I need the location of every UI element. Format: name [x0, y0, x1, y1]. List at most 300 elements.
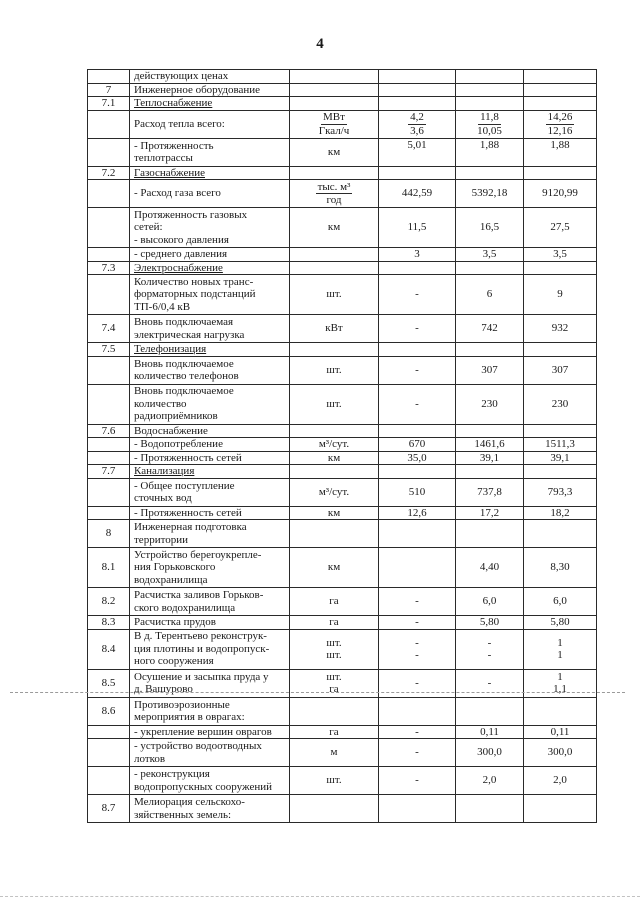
value-first-stage: [456, 697, 524, 725]
row-number: 7.1: [88, 97, 130, 111]
value-first-stage: [456, 261, 524, 275]
value-line: -: [415, 288, 419, 301]
indicator-name-line: лотков: [134, 752, 166, 765]
row-number: [88, 110, 130, 138]
indicator-name-line: Канализация: [134, 465, 195, 477]
value-line: 0,11: [480, 725, 499, 738]
value-line: 1: [557, 670, 563, 683]
value-line: 230: [481, 397, 498, 410]
value-estimated: [524, 138, 597, 166]
table-row: [88, 70, 597, 84]
indicator-name-line: ция плотины и водопропуск-: [134, 642, 270, 655]
value-first-stage: [456, 384, 524, 424]
value-line: -: [415, 322, 419, 335]
indicator-name-line: - Протяженность: [134, 139, 214, 152]
table-row: [88, 520, 597, 548]
indicator-name-line: Противоэрозионные: [134, 698, 230, 711]
value-line: 5,80: [550, 616, 570, 628]
unit-line: шт.: [326, 397, 342, 410]
value-line: 737,8: [477, 485, 502, 498]
unit-cell: [290, 767, 379, 795]
unit-cell: [290, 261, 379, 275]
unit-cell: [290, 438, 379, 452]
indicator-name-line: Телефонизация: [134, 343, 207, 355]
row-number: [88, 208, 130, 248]
row-number: [88, 248, 130, 262]
indicator-name-line: Количество новых транс-: [134, 275, 254, 288]
unit-cell: [290, 520, 379, 548]
indicator-name-line: Электроснабжение: [134, 261, 223, 274]
indicator-name: [130, 343, 290, 357]
indicator-name-line: Устройство берегоукрепле-: [134, 548, 262, 561]
indicator-name-line: Водоснабжение: [134, 424, 208, 437]
value-existing: [379, 166, 456, 180]
value-estimated: [524, 465, 597, 479]
value-existing: [379, 629, 456, 669]
row-number: [88, 70, 130, 84]
value-existing: [379, 739, 456, 767]
indicator-name: [130, 83, 290, 97]
unit-cell: [290, 138, 379, 166]
indicator-name: [130, 70, 290, 84]
value-line: 1461,6: [474, 438, 505, 450]
indicator-name-line: - устройство водоотводных: [134, 740, 262, 752]
value-estimated: [524, 180, 597, 208]
unit-cell: [290, 384, 379, 424]
value-estimated: [524, 356, 597, 384]
indicator-name-line: Вновь подключаемое: [134, 357, 234, 370]
indicator-name-line: ского водохранилища: [134, 601, 236, 614]
indicator-name: [130, 616, 290, 630]
value-existing: [379, 275, 456, 315]
indicator-name-line: территории: [134, 533, 189, 546]
value-line: 230: [551, 397, 569, 410]
table-row: [88, 478, 597, 506]
value-line: 35,0: [407, 451, 427, 464]
value-line: 6,0: [482, 595, 497, 608]
value-estimated: [524, 83, 597, 97]
indicator-name-line: зяйственных земель:: [134, 808, 232, 821]
indicator-name-line: - Общее поступление: [134, 479, 235, 492]
unit-line: км: [327, 145, 341, 158]
value-line: 6,0: [553, 595, 567, 608]
indicator-name: [130, 697, 290, 725]
unit-cell: [290, 465, 379, 479]
value-line: 10,05: [477, 124, 502, 137]
value-estimated: [524, 343, 597, 357]
value-existing: [379, 616, 456, 630]
indicator-name-line: д. Вашурово: [134, 683, 193, 695]
value-line: 0,11: [550, 725, 570, 738]
value-first-stage: [456, 138, 524, 166]
value-line: -: [415, 725, 419, 738]
row-number: 7.6: [88, 424, 130, 438]
unit-line: тыс. м³: [317, 180, 351, 193]
value-existing: [379, 343, 456, 357]
table-row: [88, 248, 597, 262]
value-existing: [379, 356, 456, 384]
value-estimated: [524, 795, 597, 823]
unit-line: шт.: [326, 363, 342, 376]
unit-line: МВт: [323, 111, 345, 123]
indicator-name-line: - укрепление вершин оврагов: [134, 725, 272, 738]
indicator-name: [130, 208, 290, 248]
value-line: 1,88: [479, 138, 500, 151]
value-first-stage: [456, 478, 524, 506]
indicator-name: [130, 97, 290, 111]
indicator-name: [130, 725, 290, 739]
row-number: 8.1: [88, 548, 130, 588]
value-estimated: [524, 451, 597, 465]
value-first-stage: [456, 315, 524, 343]
indicator-name: [130, 138, 290, 166]
row-number: [88, 356, 130, 384]
indicator-name-line: Вновь подключаемое: [134, 385, 234, 398]
indicator-name: [130, 520, 290, 548]
value-estimated: [524, 424, 597, 438]
value-first-stage: [456, 767, 524, 795]
unit-cell: [290, 697, 379, 725]
value-line: 3,5: [553, 248, 567, 260]
unit-cell: [290, 110, 379, 138]
unit-line: шт.: [326, 288, 342, 301]
value-estimated: [524, 70, 597, 84]
row-number: [88, 478, 130, 506]
indicator-name: [130, 629, 290, 669]
value-line: -: [415, 363, 419, 376]
table-row: [88, 438, 597, 452]
row-number: [88, 739, 130, 767]
indicator-name-line: - Протяженность сетей: [134, 451, 242, 464]
row-number: [88, 138, 130, 166]
value-line: 2,0: [553, 774, 567, 787]
value-estimated: [524, 315, 597, 343]
indicator-name-line: электрическая нагрузка: [134, 328, 245, 341]
value-line: 8,30: [550, 561, 570, 574]
indicator-name: [130, 424, 290, 438]
unit-cell: [290, 725, 379, 739]
table-row: [88, 739, 597, 767]
unit-line: год: [326, 194, 342, 206]
table-row: [88, 343, 597, 357]
value-existing: [379, 725, 456, 739]
table-row: [88, 451, 597, 465]
value-line: 6: [486, 288, 493, 301]
indicator-name: [130, 356, 290, 384]
indicators-table: [87, 69, 597, 823]
value-first-stage: [456, 166, 524, 180]
value-line: 3,6: [410, 124, 424, 137]
value-existing: [379, 424, 456, 438]
row-number: 8.6: [88, 697, 130, 725]
value-first-stage: [456, 506, 524, 520]
value-estimated: [524, 588, 597, 616]
indicator-name-line: - реконструкция: [134, 768, 210, 780]
indicator-name-line: ния Горьковского: [134, 561, 216, 574]
table-row: [88, 275, 597, 315]
value-line: -: [415, 746, 419, 759]
value-line: 5392,18: [471, 187, 508, 200]
value-existing: [379, 438, 456, 452]
row-number: 7.5: [88, 343, 130, 357]
indicator-name-line: Протяженность газовых: [134, 208, 248, 221]
indicator-name: [130, 438, 290, 452]
table-row: [88, 629, 597, 669]
value-first-stage: [456, 725, 524, 739]
value-estimated: [524, 208, 597, 248]
unit-line: шт.: [326, 636, 342, 649]
value-line: 307: [481, 363, 498, 376]
unit-line: шт.: [326, 670, 342, 683]
indicator-name: [130, 248, 290, 262]
indicator-name-line: сетей:: [134, 221, 163, 234]
value-line: 300,0: [547, 746, 573, 759]
unit-cell: [290, 356, 379, 384]
unit-line: шт.: [326, 774, 342, 787]
indicator-name-line: радиоприёмников: [134, 410, 218, 423]
value-existing: [379, 83, 456, 97]
value-line: 670: [408, 438, 426, 450]
value-existing: [379, 451, 456, 465]
unit-cell: [290, 83, 379, 97]
value-first-stage: [456, 548, 524, 588]
table-row: [88, 110, 597, 138]
table-row: [88, 166, 597, 180]
value-first-stage: [456, 588, 524, 616]
value-estimated: [524, 275, 597, 315]
unit-cell: [290, 70, 379, 84]
unit-cell: [290, 478, 379, 506]
row-number: [88, 506, 130, 520]
value-first-stage: [456, 356, 524, 384]
indicator-name-line: водохранилища: [134, 573, 208, 586]
value-line: 11,5: [407, 221, 427, 234]
indicator-name-line: количество: [134, 397, 187, 410]
value-line: 932: [551, 322, 569, 335]
value-line: 2,0: [482, 774, 497, 787]
indicator-name: [130, 465, 290, 479]
row-number: 7.4: [88, 315, 130, 343]
row-number: 8.4: [88, 629, 130, 669]
indicator-name: [130, 478, 290, 506]
indicator-name: [130, 739, 290, 767]
indicator-name-line: Осушение и засыпка пруда у: [134, 670, 269, 683]
row-number: [88, 725, 130, 739]
value-line: 12,16: [547, 124, 573, 137]
table-row: [88, 315, 597, 343]
indicator-name-line: В д. Терентьево реконструк-: [134, 630, 267, 643]
value-line: -: [415, 774, 419, 787]
table-row: [88, 97, 597, 111]
unit-cell: [290, 97, 379, 111]
table-row: [88, 548, 597, 588]
table-row: [88, 795, 597, 823]
indicator-name: [130, 261, 290, 275]
value-estimated: [524, 438, 597, 452]
value-existing: [379, 520, 456, 548]
unit-cell: [290, 739, 379, 767]
unit-cell: [290, 616, 379, 630]
value-first-stage: [456, 110, 524, 138]
unit-cell: [290, 548, 379, 588]
table-body: [88, 70, 597, 823]
unit-cell: [290, 248, 379, 262]
value-first-stage: [456, 248, 524, 262]
value-line: 11,8: [480, 111, 499, 123]
unit-cell: [290, 166, 379, 180]
value-line: 39,1: [550, 451, 570, 464]
value-line: -: [415, 397, 419, 410]
table-row: [88, 506, 597, 520]
value-estimated: [524, 739, 597, 767]
value-line: 39,1: [479, 451, 500, 464]
indicator-name-line: действующих ценах: [134, 70, 229, 82]
value-line: 5,01: [407, 138, 427, 151]
indicator-name-line: Расчистка прудов: [134, 616, 216, 628]
value-line: 5,80: [479, 616, 500, 628]
value-estimated: [524, 110, 597, 138]
unit-cell: [290, 208, 379, 248]
table-row: [88, 616, 597, 630]
value-existing: [379, 384, 456, 424]
indicator-name-line: - Протяженность сетей: [134, 506, 242, 519]
value-existing: [379, 465, 456, 479]
table-row: [88, 356, 597, 384]
table-row: [88, 208, 597, 248]
value-existing: [379, 795, 456, 823]
indicator-name-line: количество телефонов: [134, 370, 239, 382]
value-estimated: [524, 166, 597, 180]
value-existing: [379, 767, 456, 795]
value-estimated: [524, 248, 597, 262]
value-existing: [379, 97, 456, 111]
page-edge-dashes: [0, 896, 640, 897]
row-number: 7.3: [88, 261, 130, 275]
unit-cell: [290, 588, 379, 616]
value-first-stage: [456, 275, 524, 315]
value-existing: [379, 697, 456, 725]
unit-line: га: [329, 683, 339, 695]
indicator-name-line: Теплоснабжение: [134, 97, 213, 109]
indicator-name: [130, 506, 290, 520]
indicator-name: [130, 548, 290, 588]
value-existing: [379, 548, 456, 588]
row-number: [88, 180, 130, 208]
indicator-name-line: Расчистка заливов Горьков-: [134, 589, 264, 601]
unit-cell: [290, 315, 379, 343]
value-line: 1: [557, 649, 563, 661]
row-number: 7.7: [88, 465, 130, 479]
indicator-name: [130, 110, 290, 138]
value-first-stage: [456, 795, 524, 823]
value-first-stage: [456, 83, 524, 97]
indicator-name: [130, 767, 290, 795]
value-line: 793,3: [547, 485, 573, 498]
unit-cell: [290, 343, 379, 357]
value-first-stage: [456, 629, 524, 669]
row-number: [88, 384, 130, 424]
indicator-name: [130, 166, 290, 180]
value-estimated: [524, 97, 597, 111]
value-estimated: [524, 629, 597, 669]
table-row: [88, 261, 597, 275]
value-line: -: [415, 636, 419, 649]
indicator-name-line: Мелиорация сельскохо-: [134, 796, 245, 808]
page-number: 4: [316, 36, 324, 52]
value-first-stage: [456, 739, 524, 767]
table-row: [88, 725, 597, 739]
value-first-stage: [456, 343, 524, 357]
value-existing: [379, 478, 456, 506]
table-row: [88, 697, 597, 725]
value-line: 4,2: [410, 111, 424, 123]
unit-line: га: [329, 725, 339, 738]
value-first-stage: [456, 97, 524, 111]
value-line: 1,1: [553, 683, 567, 695]
value-line: -: [415, 676, 419, 689]
value-estimated: [524, 616, 597, 630]
indicator-name-line: форматорных подстанций: [134, 288, 256, 301]
row-number: 7.2: [88, 166, 130, 180]
indicator-name: [130, 275, 290, 315]
value-line: 1511,3: [545, 438, 575, 450]
value-line: 4,40: [479, 561, 500, 574]
value-first-stage: [456, 438, 524, 452]
value-estimated: [524, 725, 597, 739]
value-line: 442,59: [401, 187, 433, 200]
value-estimated: [524, 548, 597, 588]
value-line: 1,88: [550, 138, 570, 151]
value-line: 27,5: [550, 221, 570, 234]
value-line: -: [487, 649, 492, 661]
indicator-name: [130, 384, 290, 424]
value-line: -: [487, 676, 492, 689]
indicator-name: [130, 451, 290, 465]
value-first-stage: [456, 424, 524, 438]
unit-cell: [290, 275, 379, 315]
unit-line: м³/сут.: [318, 438, 350, 450]
unit-cell: [290, 795, 379, 823]
unit-line: га: [329, 616, 339, 628]
value-line: -: [415, 649, 419, 661]
value-line: 9: [557, 288, 563, 301]
indicator-name-line: мероприятия в оврагах:: [134, 711, 245, 723]
table-row: [88, 138, 597, 166]
row-number: [88, 438, 130, 452]
table-row: [88, 588, 597, 616]
row-number: [88, 767, 130, 795]
value-estimated: [524, 384, 597, 424]
unit-cell: [290, 506, 379, 520]
value-line: 510: [408, 485, 426, 498]
stamp-dashed-line: [10, 692, 625, 693]
unit-cell: [290, 180, 379, 208]
row-number: 8.5: [88, 669, 130, 697]
row-number: [88, 451, 130, 465]
row-number: 8.3: [88, 616, 130, 630]
value-line: 1: [557, 636, 563, 649]
value-estimated: [524, 697, 597, 725]
value-estimated: [524, 767, 597, 795]
value-existing: [379, 588, 456, 616]
table-row: [88, 180, 597, 208]
value-existing: [379, 208, 456, 248]
value-existing: [379, 506, 456, 520]
unit-line: Гкал/ч: [318, 124, 350, 137]
unit-line: км: [327, 451, 341, 464]
value-line: -: [415, 595, 419, 608]
unit-line: км: [327, 506, 341, 519]
